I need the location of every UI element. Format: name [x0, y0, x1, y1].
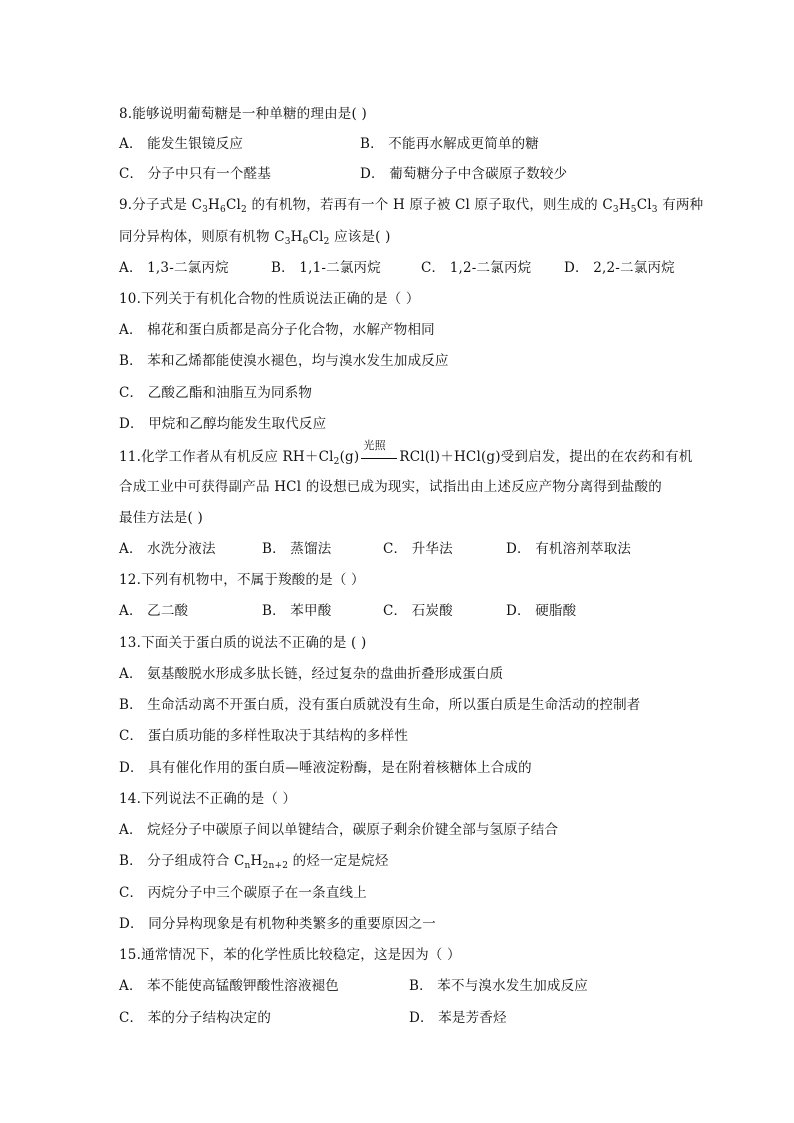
q11-option-c: C． 升华法 [383, 541, 453, 557]
q11-option-d: D． 有机溶剂萃取法 [506, 541, 632, 557]
q11-stem-line1: 11.化学工作者从有机反应 $RH+Cl_2(g)$ 光照 RCl(l)＋HCl(g)受到启发，提出的在农药和有机 [119, 439, 693, 467]
q10-option-a: A． 棉花和蛋白质都是高分子化合物，水解产物相同 [119, 322, 435, 338]
q11-option-a: A． 水洗分液法 [119, 541, 216, 557]
q10-stem: 10.下列关于有机化合物的性质说法正确的是（ ） [119, 291, 420, 307]
q8-option-b: B． 不能再水解成更简单的糖 [360, 136, 540, 152]
q13-option-d: D． 具有催化作用的蛋白质—唾液淀粉酶，是在附着核糖体上合成的 [119, 760, 532, 776]
q12-option-b: B． 苯甲酸 [262, 603, 332, 619]
q11-stem-line2: 合成工业中可获得副产品 HCl 的设想已成为现实，试指出由上述反应产物分离得到盐酸的 [119, 479, 662, 495]
q14-stem: 14.下列说法不正确的是（ ） [119, 791, 297, 807]
q14-option-c: C． 丙烷分子中三个碳原子在一条直线上 [119, 885, 367, 901]
q11-stem-line3: 最佳方法是( ) [119, 510, 203, 526]
q9-option-b: B． 1,1-二氯丙烷 [271, 260, 381, 276]
q9-stem-line1: 9.分子式是 $C_3H_6Cl_2$ 的有机物，若再有一个 H 原子被 Cl 原子取代，则生成的 $C_3H_5Cl_3$ 有两种 [119, 197, 704, 215]
q15-option-a: A． 苯不能使高锰酸钾酸性溶液褪色 [119, 978, 339, 994]
q9-option-d: D． 2,2-二氯丙烷 [564, 260, 675, 276]
q8-option-a: A． 能发生银镜反应 [119, 136, 244, 152]
q15-option-c: C． 苯的分子结构决定的 [119, 1010, 272, 1026]
q8-option-c: C． 分子中只有一个醛基 [119, 166, 272, 182]
q10-option-b: B． 苯和乙烯都能使溴水褪色，均与溴水发生加成反应 [119, 353, 449, 369]
q13-option-a: A． 氨基酸脱水形成多肽长链，经过复杂的盘曲折叠形成蛋白质 [119, 666, 504, 682]
reaction-condition: 光照 [363, 439, 386, 452]
reaction-arrow [361, 439, 397, 459]
q10-option-c: C． 乙酸乙酯和油脂互为同系物 [119, 385, 313, 401]
q14-option-b: B． 分子组成符合 $C_nH_{2n+2}$ 的烃一定是烷烃 [119, 853, 389, 871]
q11-option-b: B． 蒸馏法 [262, 541, 332, 557]
q12-stem: 12.下列有机物中，不属于羧酸的是（ ） [119, 572, 365, 588]
q8-stem: 8.能够说明葡萄糖是一种单糖的理由是( ) [119, 106, 367, 122]
q9-option-c: C． 1,2-二氯丙烷 [421, 260, 532, 276]
q13-stem: 13.下面关于蛋白质的说法不正确的是 ( ) [119, 635, 367, 651]
q13-option-c: C． 蛋白质功能的多样性取决于其结构的多样性 [119, 728, 409, 744]
q12-option-c: C． 石炭酸 [383, 603, 453, 619]
q9-option-a: A． 1,3-二氯丙烷 [119, 260, 229, 276]
q14-option-d: D． 同分异构现象是有机物种类繁多的重要原因之一 [119, 916, 436, 932]
q10-option-d: D． 甲烷和乙醇均能发生取代反应 [119, 416, 327, 432]
q9-stem-line2: 同分异构体，则原有机物 $C_3H_6Cl_2$ 应该是( ) [119, 229, 391, 247]
q15-option-b: B． 苯不与溴水发生加成反应 [409, 978, 589, 994]
q15-option-d: D． 苯是芳香烃 [409, 1010, 507, 1026]
q14-option-a: A． 烷烃分子中碳原子间以单键结合，碳原子剩余价键全部与氢原子结合 [119, 822, 559, 838]
q15-stem: 15.通常情况下，苯的化学性质比较稳定，这是因为（ ） [119, 947, 461, 963]
q8-option-d: D． 葡萄糖分子中含碳原子数较少 [360, 166, 568, 182]
q12-option-a: A． 乙二酸 [119, 603, 189, 619]
q13-option-b: B． 生命活动离不开蛋白质，没有蛋白质就没有生命，所以蛋白质是生命活动的控制者 [119, 697, 641, 713]
q12-option-d: D． 硬脂酸 [506, 603, 577, 619]
